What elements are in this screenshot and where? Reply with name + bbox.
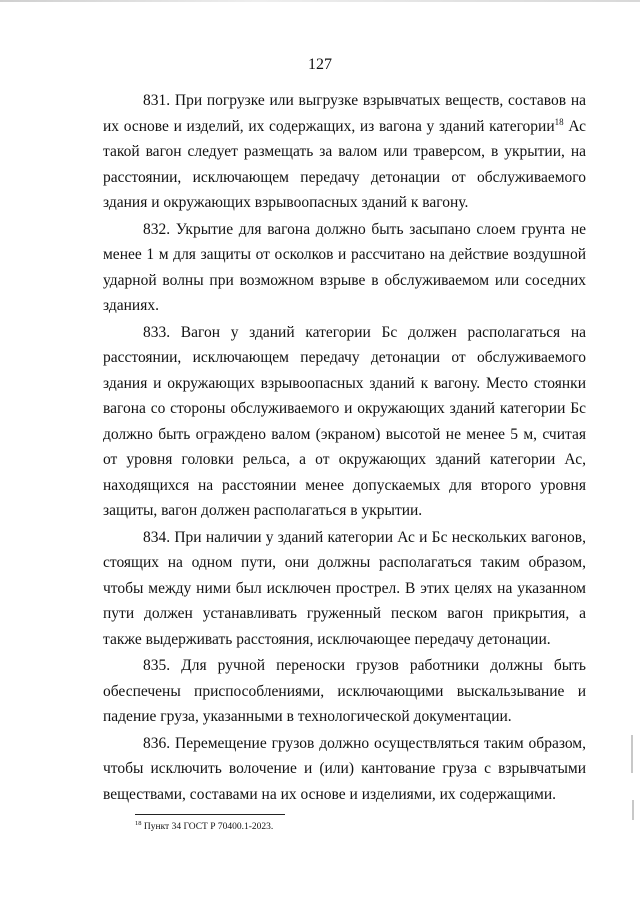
paragraph-text: Ас такой вагон следует размещать за валом или траверсом, в укрытии, на расстоянии, исключающем передачу детонации от обслуживаемого здания и окружающих взрывоопасных зданий к вагону. <box>103 117 587 211</box>
paragraph-835: 835. Для ручной переноски грузов работники должны быть обеспечены приспособлениями, исключающими выскальзывание и падение груза, указанными в технологической документации. <box>103 657 586 725</box>
footnote-separator <box>135 814 285 815</box>
footnote-reference: 18 <box>554 116 564 127</box>
scan-edge <box>0 0 640 2</box>
paragraph-831 <box>103 88 586 216</box>
paragraph-834: 834. При наличии у зданий категории Ас и Бс нескольких вагонов, стоящих на одном пути, они должны располагаться таким образом, чтобы между ними был исключен прострел. В этих целях на указанном пути должен устанавливать груженный песком вагон прикрытия, а также выдерживать расстояния, исключающее передачу детонации. <box>103 528 586 648</box>
paragraph-832: 832. Укрытие для вагона должно быть засыпано слоем грунта не менее 1 м для защиты от осколков и рассчитано на действие воздушной ударной волны при возможном взрыве в обслуживаемом или соседних зданиях. <box>103 220 586 314</box>
scan-speck <box>632 800 634 820</box>
footnote-mark: 18 <box>135 820 142 827</box>
paragraph-833: 833. Вагон у зданий категории Бс должен располагаться на расстоянии, исключающем передачу детонации от обслуживаемого здания и окружающих взрывоопасных зданий к вагону. Место стоянки вагона со стороны обслуживаемого и окружающих зданий категории Бс должно быть ограждено валом (экраном) высотой не менее 5 м, считая от уровня головки рельса, а от окружающих зданий категории Ас, находящихся на расстоянии менее допускаемых для второго уровня защиты, вагон должен располагаться в укрытии. <box>103 323 586 519</box>
document-body <box>103 88 586 808</box>
scan-speck <box>631 735 633 773</box>
footnote <box>135 822 273 832</box>
page-number: 127 <box>308 56 332 73</box>
paragraph-text: 831. При погрузке или выгрузке взрывчатых веществ, составов на их основе и изделий, их содержащих, из вагона у зданий категории <box>103 92 586 135</box>
footnote-text: Пункт 34 ГОСТ Р 70400.1-2023. <box>141 822 274 832</box>
paragraph-836: 836. Перемещение грузов должно осуществляться таким образом, чтобы исключить волочение и (или) кантование груза с взрывчатыми веществами, составами на их основе и изделиями, их содержащими. <box>103 734 586 803</box>
